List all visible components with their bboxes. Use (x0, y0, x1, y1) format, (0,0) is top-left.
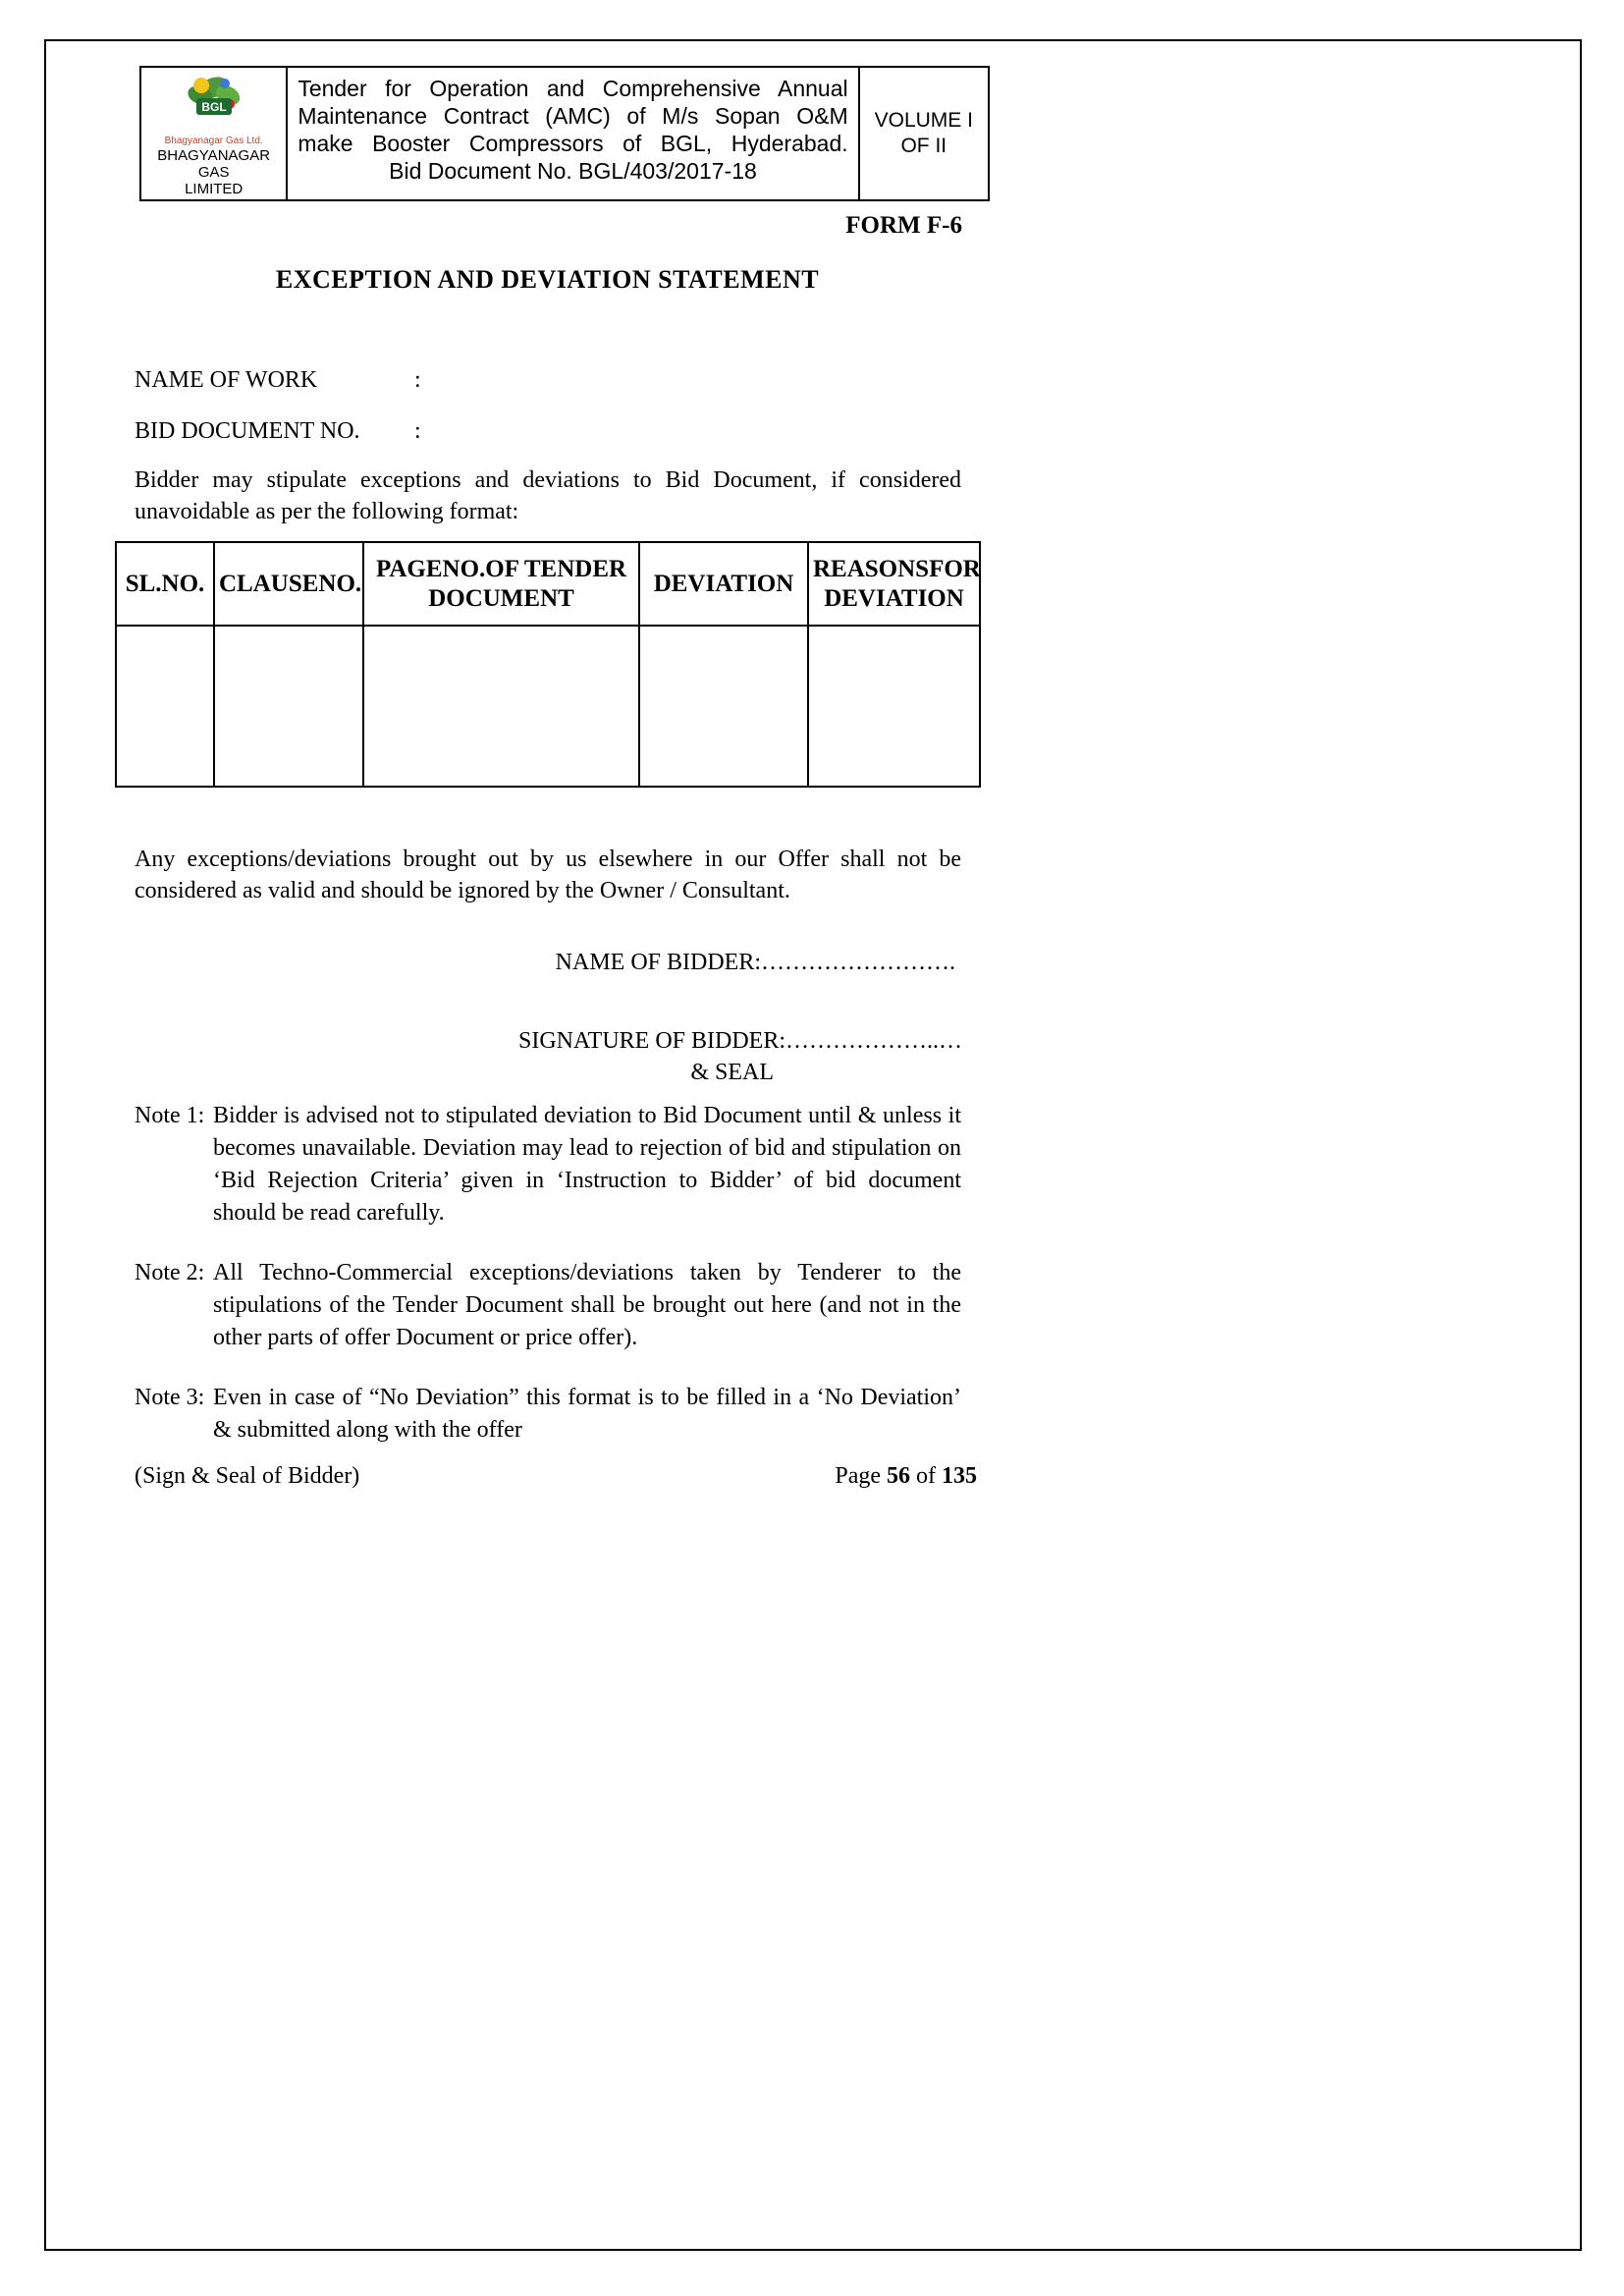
signature-of-bidder-line: SIGNATURE OF BIDDER:………………..… (517, 1028, 962, 1054)
note-1-text: Bidder is advised not to stipulated deviation to Bid Document until & unless it becomes unavailable. Deviation may lead to rejection of bid and stipulation on ‘Bid Rejection Criteria’ given in ‘Instruction to Bidder’ of bid document should be read carefully. (213, 1103, 961, 1226)
note-2-label: Note 2: (135, 1260, 205, 1285)
tender-title-line1: Tender for Operation and Comprehensive Annual (298, 76, 848, 101)
volume-line1: VOLUME I (874, 109, 973, 132)
company-logo-cell (141, 68, 288, 199)
cell-slno (116, 626, 214, 787)
note-3 (135, 1382, 961, 1447)
col-header-deviation: DEVIATION (639, 542, 808, 626)
col-header-pageno: PAGENO.OF TENDER DOCUMENT (363, 542, 639, 626)
deviation-table (115, 541, 981, 788)
bid-document-no-colon: : (414, 418, 421, 444)
footer-page-current: 56 (887, 1463, 910, 1489)
name-of-work-label: NAME OF WORK (135, 367, 318, 393)
note-3-text: Even in case of “No Deviation” this format is to be filled in a ‘No Deviation’ & submitted along with the offer (213, 1385, 961, 1443)
form-number: FORM F-6 (845, 212, 962, 239)
note-3-label: Note 3: (135, 1385, 205, 1410)
volume-cell (860, 68, 988, 199)
bid-document-no-row (135, 415, 980, 447)
footer-of-word: of (916, 1463, 936, 1489)
cell-pageno (363, 626, 639, 787)
footer-sign-seal: (Sign & Seal of Bidder) (135, 1463, 360, 1489)
intro-paragraph: Bidder may stipulate exceptions and deviations to Bid Document, if considered unavoidable as per the following format: (135, 467, 961, 524)
cell-deviation (639, 626, 808, 787)
disclaimer-paragraph: Any exceptions/deviations brought out by us elsewhere in our Offer shall not be considered as valid and should be ignored by the Owner / Consultant. (135, 847, 961, 903)
name-of-work-colon: : (414, 367, 421, 393)
page-footer (135, 1461, 977, 1491)
note-2-text: All Techno-Commercial exceptions/deviations taken by Tenderer to the stipulations of the Tender Document shall be brought out here (and not in the other parts of offer Document or price offer). (213, 1260, 961, 1350)
header-table (139, 66, 990, 201)
volume-line2: OF II (900, 135, 947, 157)
bid-document-number-line: Bid Document No. BGL/403/2017-18 (389, 158, 757, 184)
company-name (143, 147, 284, 197)
note-2 (135, 1257, 961, 1354)
seal-line: & SEAL (690, 1060, 774, 1085)
logo-subtext: Bhagyanagar Gas Ltd. (164, 136, 263, 146)
svg-text:BGL: BGL (201, 100, 227, 114)
footer-page-number (835, 1461, 977, 1491)
col-header-reasons: REASONSFOR DEVIATION (808, 542, 980, 626)
footer-page-word: Page (835, 1463, 881, 1489)
cell-clauseno (214, 626, 363, 787)
form-title: EXCEPTION AND DEVIATION STATEMENT (275, 265, 820, 294)
document-content (115, 41, 980, 1474)
footer-page-total: 135 (942, 1463, 977, 1489)
table-empty-row (116, 626, 980, 787)
bid-document-no-label: BID DOCUMENT NO. (135, 418, 360, 444)
company-name-line2: LIMITED (185, 181, 244, 197)
col-header-clauseno: CLAUSENO. (214, 542, 363, 626)
name-of-bidder-line: NAME OF BIDDER:……………………. (555, 950, 955, 975)
document-page (44, 39, 1582, 2251)
tender-title-line2: Maintenance Contract (AMC) of M/s Sopan O&M (298, 103, 848, 129)
cell-reasons (808, 626, 980, 787)
note-1 (135, 1100, 961, 1230)
table-header-row (116, 542, 980, 626)
col-header-slno: SL.NO. (116, 542, 214, 626)
tender-title-line3: make Booster Compressors of BGL, Hyderabad. (298, 131, 848, 156)
note-1-label: Note 1: (135, 1103, 205, 1128)
bgl-logo-icon (167, 72, 260, 131)
name-of-work-row (135, 364, 980, 396)
tender-title-cell (288, 68, 859, 199)
notes-section (135, 1100, 961, 1447)
company-name-line1: BHAGYANAGAR GAS (157, 147, 271, 181)
